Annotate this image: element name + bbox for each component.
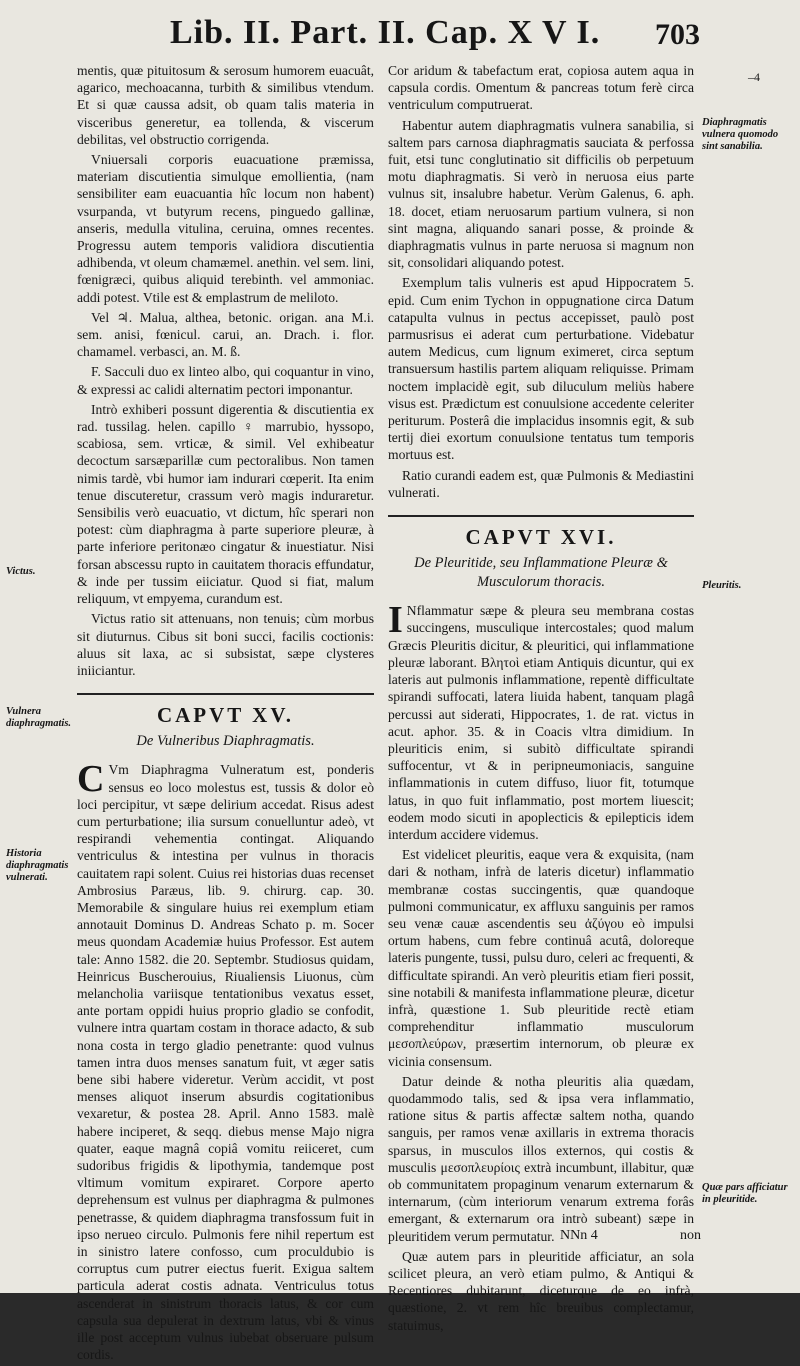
signature-mark: NNn 4 — [560, 1228, 598, 1243]
section-rule — [388, 515, 694, 517]
chapter-title: De Vulneribus Diaphragmatis. — [136, 733, 315, 750]
paragraph: Habentur autem diaphragmatis vulnera sanabilia, si saltem pars carnosa diaphragmatis sauciata & perfossa fuit, etsi tunc conglutinatio sit difficilis ob perpetuum motu diaphragmatis. Si verò in neruosa eius parte vulnus sit, insalubre habetur. Verùm Galenus, 6. aph. 18. docet, etiam neruosarum partium vulnera, si non sint magna, aliquando sanari posse, & proinde & diaphragmatis vulnus in parte neruosa si magnum non sit, consolidari aliquando potest. — [388, 117, 694, 271]
paragraph: F. Sacculi duo ex linteo albo, qui coquantur in vino, & expressi ac calidi alternatim pectori imponantur. — [77, 364, 374, 397]
chapter-first-paragraph — [77, 758, 374, 1363]
page-number: 703 — [655, 18, 700, 51]
drop-cap: C — [77, 758, 105, 801]
margin-note: Quæ pars afficiatur in pleuritide. — [702, 1182, 788, 1205]
chapter-title: De Pleuritide, seu Inflammatione Pleuræ & Musculorum thoracis. — [414, 555, 668, 591]
paragraph-text: Nflammatur sæpe & pleura seu membrana costas succingens, musculique intercostales; quod malum Græcis Pleuritis dicitur, & pleuritici, qui inflammatione pleuræ laborant. Βλητοὶ etiam Antiquis dicuntur, qui ex lateris aut pulmonis inflammatione, repentè difficultate spirandi suffocati, latera liuida habent, tanquam plagâ percussi aut siderati, Hippocrates, 1. de rat. victus in acut. aphor. 35. & in Coacis vltra dimidium. In pleuriticis enim, si subitò difficultate spirandi suffocentur, vt & in peripneumoniacis, sanguine inflammationis in cutem diffuso, liuor fit, totumque latus, in quo fuit inflammatio, post mortem liuescit; eodem modo sicuti in apoplecticis & epilepticis idem interdum accidere videmus. — [388, 603, 694, 842]
paragraph: Est videlicet pleuritis, eaque vera & exquisita, (nam dari & notham, infrà de lateris dicetur) inflammatio membranæ costas succingentis, quæ quandoque pulmoni communicatur, ex affluxu sanguinis per ramos seu venæ cauæ ascendentis seu ἀζύγου eò impulsi ortum habens, cum febre continuâ acutâ, doloreque lateris pungente, tussi, pulsu duro, celeri ac frequenti, & difficultate spirandi. An verò pleuritis etiam fieri possit, sine notabili & manifesta inflammatione pleuræ, dicetur infrà, quæstione 1. Sub pleuritide rectè etiam comprehenditur inflammatio musculorum μεσοπλεύρων, præsertim internorum, ob pleuræ ex vicinia consensum. — [388, 847, 694, 1069]
margin-note: Victus. — [6, 566, 36, 577]
chapter-heading: CAPVT XVI. — [465, 525, 617, 550]
margin-note: Pleuritis. — [702, 580, 742, 591]
paragraph: Exemplum talis vulneris est apud Hippocratem 5. epid. Cum enim Tychon in oppugnatione circa Datum catapulta vulnus in pectus accepisset, paulò post parmusrisus ei aderat cum perturbatione. Videbatur autem Medicus, cum lignum eximeret, circa septum transuersum hastilis partem aliquam reliquisse. Primam noctem implacidè egit, sub diluculum meliùs habere visus est. Prædictum est conuulsione accedente celeriter periturum. Posterâ die implacidus insomnis egit, & sub tertij diei exortum conuulsione tentatus tum temporis mortuus est. — [388, 275, 694, 463]
section-rule — [77, 693, 374, 695]
margin-note: Diaphragmatis vulnera quomodo sint sanabilia. — [702, 117, 779, 152]
page-header — [0, 14, 800, 64]
paragraph: Intrò exhiberi possunt digerentia & discutientia ex rad. tussilag. helen. capillo ♀ marrubio, hyssopo, scabiosa, sem. vrticæ, & simil. Vel exhibeatur decoctum sarsæparillæ cum pectoralibus. Non tamen nimis tardè, vbi humor iam indurari cœperit. Ita enim tenue discuteretur, crassum verò magis induraretur. Sensibilis verò euacuatio, vt dictum, hîc sperari non potest: cùm diaphragma à parte superiore pleuræ, à parte inferiore peritonæo cingatur & inuestiatur. Nisi forsan abscessu rupto in cauitatem thoracis effundatur, & inde per tussim eiiciatur. Quod si fiat, malum reliquum, vt empyema, curandum est. — [77, 401, 374, 607]
catchword: non — [680, 1228, 701, 1243]
left-column — [77, 62, 374, 1366]
right-column — [388, 62, 694, 1337]
paragraph: Ratio curandi eadem est, quæ Pulmonis & Mediastini vulnerati. — [388, 467, 694, 500]
drop-cap: I — [388, 599, 403, 642]
chapter-first-paragraph — [388, 599, 694, 843]
paragraph: Datur deinde & notha pleuritis alia quædam, quodammodo talis, sed & ipsa vera inflammatio, ratione situs & partis affectæ saltem notha, quando sanguis, per ramos venæ axillaris in extrema thoracis sparsus, in musculos illos externos, qui costis & musculis μεσοπλευρίοις extrà incumbunt, illabitur, quæ ob communitatem propaginum venarum externarum & internarum, (cùm interiorum venarum extrema forâs emergant, & externarum ora intrò subeant) sæpe in pleuritidem verum permutatur. — [388, 1073, 694, 1244]
margin-mark: –4 — [748, 70, 760, 84]
chapter-heading: CAPVT XV. — [156, 703, 295, 728]
running-head: Lib. II. Part. II. Cap. X V I. — [170, 14, 601, 51]
paragraph: mentis, quæ pituitosum & serosum humorem euacuât, agarico, mechoacanna, turbith & similibus vtendum. Et si quæ caussa adsit, ob quam talis materia in visceribus generetur, ea tollenda, & viscerum debilitas, vel obstructio corrigenda. — [77, 63, 374, 147]
margin-note: Historia diaphragmatis vulnerati. — [6, 848, 69, 883]
recipe: Vel ♃. Malua, althea, betonic. origan. ana M.i. sem. anisi, fœnicul. carui, an. Drach. i. flor. chamamel. verbasci, an. M. ß. — [77, 309, 374, 360]
paragraph: Victus ratio sit attenuans, non tenuis; cùm morbus sit diuturnus. Cibus sit boni succi, facilis coctionis: aluus sit laxa, ac si subsistat, sæpe clysteres iniiciantur. — [77, 611, 374, 678]
paragraph: Quæ autem pars in pleuritide afficiatur, an sola scilicet pleura, an verò etiam pulmo, & Antiqui & Recentiores dubitarunt, diceturque de eo infrà, quæstione, 2. vt rem hîc breuibus complectamur, statuimus, — [388, 1248, 694, 1333]
margin-note: Vulnera diaphragmatis. — [6, 706, 72, 729]
paragraph-text: Vm Diaphragma Vulneratum est, ponderis sensus eo loco molestus est, tussis & dolor eò loci percipitur, vt sæpe delirium accedat. Risus adest cum perturbatione; ilia sursum conuelluntur adeò, vt respirandi vehementia contingat. Aliquando ventriculus & intestina per vulnus in thoracis cauitatem rapi solent. Cuius rei historias duas recenset Ambrosius Paræus, lib. 9. chirurg. cap. 30. Memorabile & singulare huius rei exemplum etiam annotauit Dominus D. Andreas Schato p. m. Socer meus quondam Academiæ huius Professor. Est autem tale: Anno 1582. die 20. Septembr. Studiosus quidam, Heinricus Buscherouius, Riualiensis Liuonus, cùm melancholia variisque tentationibus vexatus esset, ante portam oppidi huius proprio gladio se confodit, vulnere intra quartam costam in thorace adacto, & sub nona costa in tergo gladio penetrante: quod vulnus tamen intra duos menses sanatum fuit, vt æger satis bene sibi habere videretur. Verùm accidit, vt post menses aliquot inserum absurdis cogitationibus vexaretur, & postea 28. April. Anno 1583. malè habere inciperet, & seqq. diebus mense Majo nigra quater, eaque magnâ copiâ vomitu reiiceret, cum sudoribus frigidis & lipothymia, tandemque post vltimum vomitum expiraret. Corpore aperto deprehensum est vulnus per diaphragma & pulmones penetrasse, & quidem diaphragma transfossum fuit in ipso nerueo circulo. Pulmonis fere nihil repertum est in sinistro latere confosso, cum proculdubio is corruptus cum putrer eiectus fuerit. Exigua saltem particula aderat costis adnata. Ventriculus totus ascenderat in sinistrum thoracis latus, & cor cum capsula sua depulerat in dextrum latus, vbi & vinus ille post acceptum vulnus iubebat obseruare pulsum cordis. — [77, 762, 374, 1363]
paragraph: Vniuersali corporis euacuatione præmissa, materiam discutientia simulque emollientia, (nam sensibiliter eam euacuantia hîc locum non habent) vsurpanda, vt butyrum recens, pinguedo gallinæ, anseris, medulla vitulina, ceruina, omnes recentes. Progressu autem temporis validiora discutientia adhibenda, vt oleum chamæmel. anethin. vel sem. lini, fœnigræci, quibus aliquid terebinth. vel ammoniac. addi potest. Vtile est & emplastrum de meliloto. — [77, 152, 374, 305]
paragraph: Cor aridum & tabefactum erat, copiosa autem aqua in capsula cordis. Omentum & pancreas totum ferè circa ventriculum computruerat. — [388, 63, 694, 113]
